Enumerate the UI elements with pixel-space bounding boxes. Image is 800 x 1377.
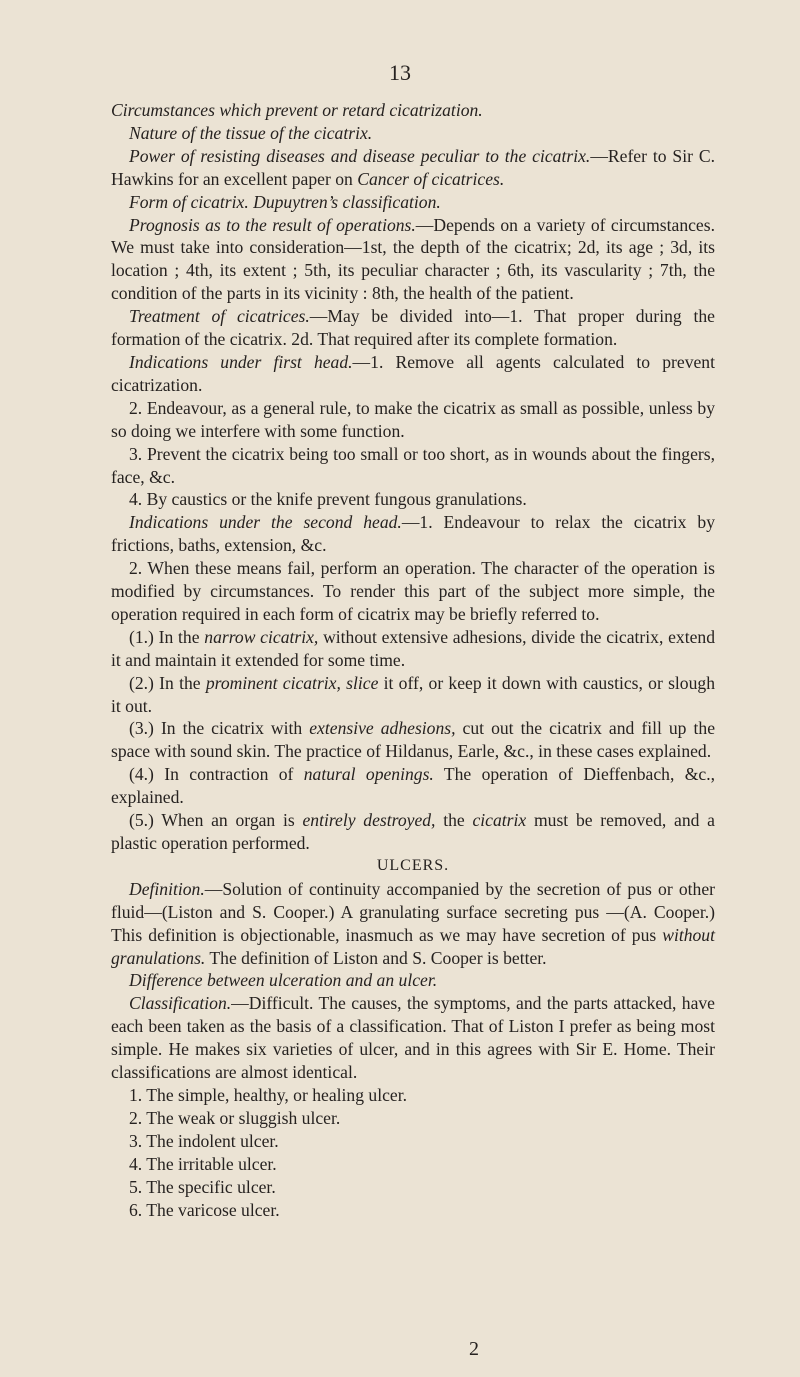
- paragraph-prominent: [111, 672, 715, 718]
- italic-text: Cancer of cicatrices.: [357, 168, 505, 189]
- paragraph-destroyed: [111, 809, 715, 855]
- list-item: 6. The varicose ulcer.: [129, 1199, 280, 1220]
- paragraph-text: —Solution of continuity accompanied by the secretion of pus or other fluid—(Liston and S. Cooper.) A granulating surface secreting pus —(A. Cooper.) This definition is objectionable, inasmuch as we may have secretion of pus: [111, 878, 715, 945]
- italic-lead: Circumstances which prevent or retard cicatrization.: [111, 100, 483, 120]
- paragraph-text: (4.) In contraction of: [129, 764, 304, 785]
- italic-text: extensive adhesions,: [309, 718, 456, 739]
- paragraph-operation: 2. When these means fail, perform an operation. The character of the operation is modified by circumstances. To render this part of the subject more simple, the operation required in each form of cicatrix may be briefly referred to.: [111, 558, 715, 624]
- paragraph-adhesions: [111, 717, 715, 763]
- italic-lead: Form of cicatrix. Dupuytren’s classification.: [129, 191, 441, 212]
- italic-lead: Difference between ulceration and an ulcer.: [129, 970, 438, 991]
- paragraph-text: (3.) In the cicatrix with: [129, 718, 310, 739]
- paragraph-text: —Refer to Sir C. Hawkins for an excellent paper on: [111, 145, 715, 189]
- paragraph-text: (5.) When an organ is: [129, 810, 303, 831]
- paragraph-text: —Difficult. The causes, the symptoms, and the parts attacked, have each been taken as the basis of a classification. That of Liston I prefer as being most simple. He makes six varieties of ulcer, and in this agrees with Sir E. Home. Their classifications are almost identical.: [111, 993, 715, 1083]
- paragraph-text: —1. Remove all agents calculated to prevent cicatrization.: [111, 351, 715, 395]
- italic-text: entirely destroyed,: [302, 810, 436, 831]
- signature-mark: 2: [469, 1338, 479, 1360]
- paragraph-text: cut out the cicatrix and fill up the space with sound skin. The practice of Hildanus, Earle, &c., in these cases explained.: [111, 718, 716, 762]
- paragraph-definition: [111, 878, 715, 970]
- paragraph-prognosis: [111, 214, 715, 306]
- paragraph-classification: [111, 992, 715, 1084]
- paragraph-text: (2.) In the: [129, 672, 206, 693]
- paragraph-indications-first: [111, 351, 715, 397]
- list-item: 3. The indolent ulcer.: [129, 1130, 279, 1151]
- italic-lead: Power of resisting diseases and disease peculiar to the cicatrix.: [129, 145, 591, 166]
- italic-lead: Classification.: [129, 993, 232, 1014]
- page-body: [111, 99, 715, 1221]
- italic-lead: Treatment of cicatrices.: [129, 306, 310, 327]
- italic-lead: Indications under first head.: [129, 351, 353, 372]
- italic-text: natural openings.: [303, 764, 434, 785]
- italic-text: without granulations.: [111, 924, 715, 968]
- paragraph-item-4: 4. By caustics or the knife prevent fungous granulations.: [129, 489, 527, 510]
- paragraph-text: —1. Endeavour to relax the cicatrix by frictions, baths, extension, &c.: [111, 512, 715, 556]
- paragraph-text: The definition of Liston and S. Cooper is better.: [205, 947, 547, 968]
- paragraph-text: without extensive adhesions, divide the cicatrix, extend it and maintain it extended for some time.: [111, 626, 715, 670]
- list-item: 4. The irritable ulcer.: [129, 1153, 277, 1174]
- italic-text: narrow cicatrix,: [204, 626, 319, 647]
- italic-lead: Prognosis as to the result of operations.: [129, 214, 416, 235]
- list-item: 2. The weak or sluggish ulcer.: [129, 1107, 341, 1128]
- paragraph-text: —May be divided into—1. That proper during the formation of the cicatrix. 2d. That required after its complete formation.: [111, 306, 715, 350]
- paragraph-text: must be removed, and a plastic operation performed.: [111, 810, 715, 853]
- ulcer-list: [111, 1084, 715, 1221]
- list-item: 5. The specific ulcer.: [129, 1176, 276, 1197]
- heading-circumstances: [111, 99, 715, 122]
- paragraph-item-2: 2. Endeavour, as a general rule, to make the cicatrix as small as possible, unless by so doing we interfere with some function.: [111, 397, 715, 441]
- italic-text: cicatrix: [472, 810, 527, 831]
- italic-lead: Indications under the second head.: [129, 512, 402, 533]
- paragraph-text: the: [435, 810, 473, 831]
- italic-text: prominent cicatrix, slice: [205, 672, 379, 693]
- paragraph-text: (1.) In the: [129, 626, 205, 647]
- paragraph-text: it off, or keep it down with caustics, or slough it out.: [111, 672, 715, 716]
- italic-lead: Definition.: [129, 878, 205, 899]
- page-number: 13: [389, 60, 411, 85]
- heading-nature: [111, 122, 715, 145]
- paragraph-indications-second: [111, 511, 715, 557]
- heading-form: [111, 191, 715, 214]
- paragraph-text: —Depends on a variety of circumstances. We must take into consideration—1st, the depth of the cicatrix; 2d, its age ; 3d, its location ; 4th, its extent ; 5th, its peculiar character ; 6th, its vascularity ; 7th, the condition of the parts in its vicinity : 8th, the health of the patient.: [111, 214, 715, 304]
- heading-difference: [111, 969, 715, 992]
- italic-lead: Nature of the tissue of the cicatrix.: [129, 122, 373, 143]
- paragraph-openings: [111, 763, 715, 809]
- paragraph-power-resisting: [111, 145, 715, 191]
- paragraph-item-3: 3. Prevent the cicatrix being too small or too short, as in wounds about the fingers, face, &c.: [111, 443, 715, 487]
- paragraph-text: The operation of Dieffenbach, &c., explained.: [111, 764, 716, 808]
- paragraph-narrow: [111, 626, 715, 672]
- paragraph-treatment: [111, 305, 715, 351]
- section-heading-ulcers: ULCERS.: [376, 856, 450, 874]
- list-item: 1. The simple, healthy, or healing ulcer.: [129, 1084, 408, 1105]
